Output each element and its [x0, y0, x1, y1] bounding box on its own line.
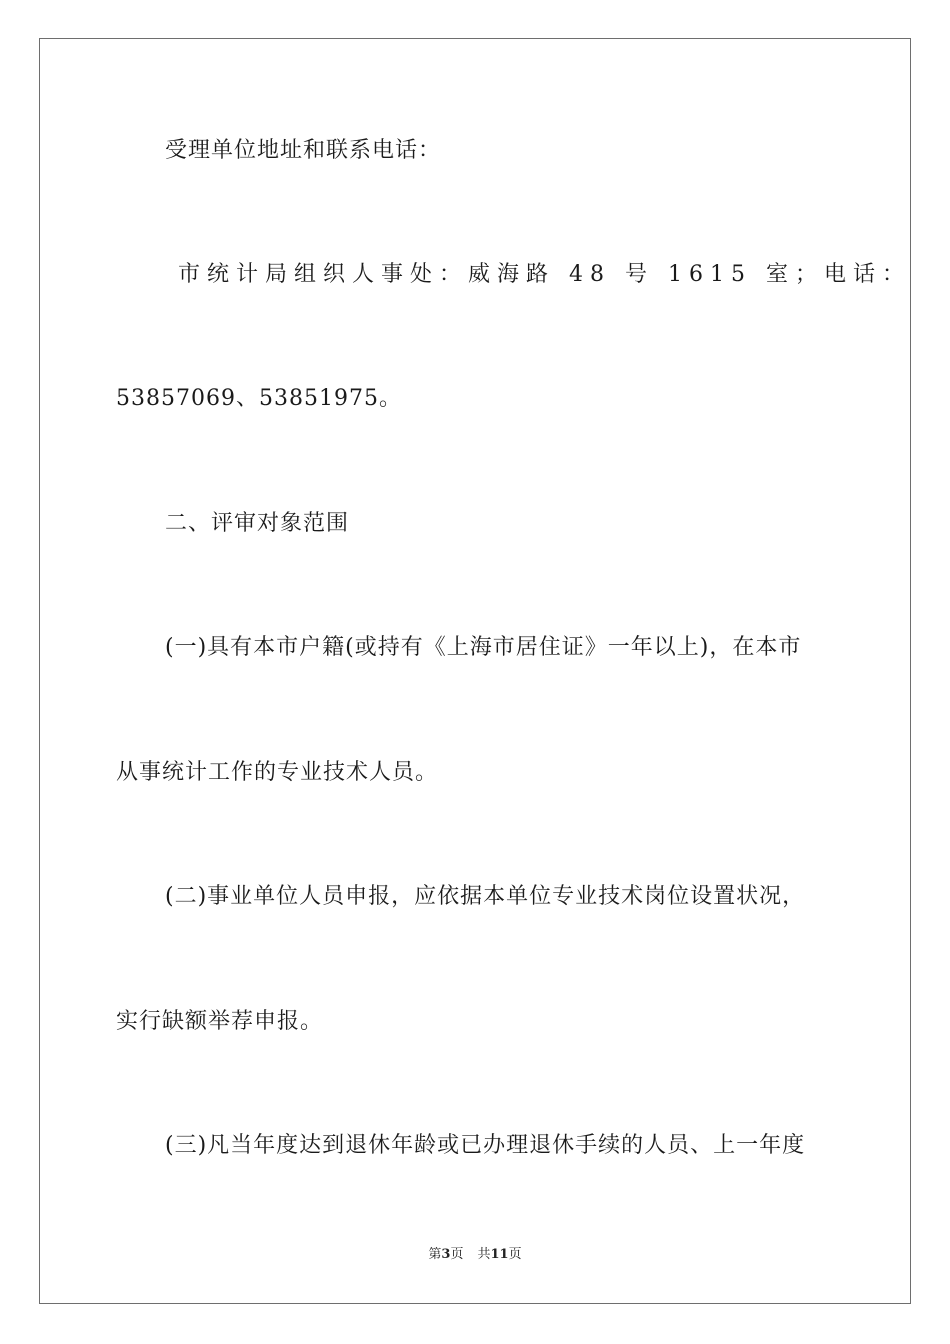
- page-prefix: 第: [428, 1247, 442, 1262]
- page-suffix: 页: [450, 1247, 464, 1262]
- page-border: [39, 38, 911, 1304]
- total-prefix: 共: [477, 1247, 491, 1262]
- page-number: 3: [441, 1247, 451, 1262]
- item-2-line-1: (二)事业单位人员申报，应依据本单位专业技术岗位设置状况，: [165, 884, 806, 909]
- item-1-line-2: 从事统计工作的专业技术人员。: [116, 760, 439, 785]
- total-suffix: 页: [508, 1247, 522, 1262]
- item-2-line-2: 实行缺额举荐申报。: [116, 1009, 324, 1034]
- page-footer: [0, 1246, 950, 1264]
- contact-heading: 受理单位地址和联系电话：: [165, 138, 442, 163]
- phone-numbers-line: 53857069、53851975。: [116, 386, 402, 411]
- section-heading: 二、评审对象范围: [165, 511, 350, 536]
- total-pages: 11: [490, 1247, 509, 1262]
- item-1-line-1: (一)具有本市户籍(或持有《上海市居住证》一年以上)，在本市: [165, 635, 802, 660]
- item-3-line-1: (三)凡当年度达到退休年龄或已办理退休手续的人员、上一年度: [165, 1133, 806, 1158]
- office-address-line: 市统计局组织人事处：威海路 48 号 1615 室；电话：: [178, 262, 911, 287]
